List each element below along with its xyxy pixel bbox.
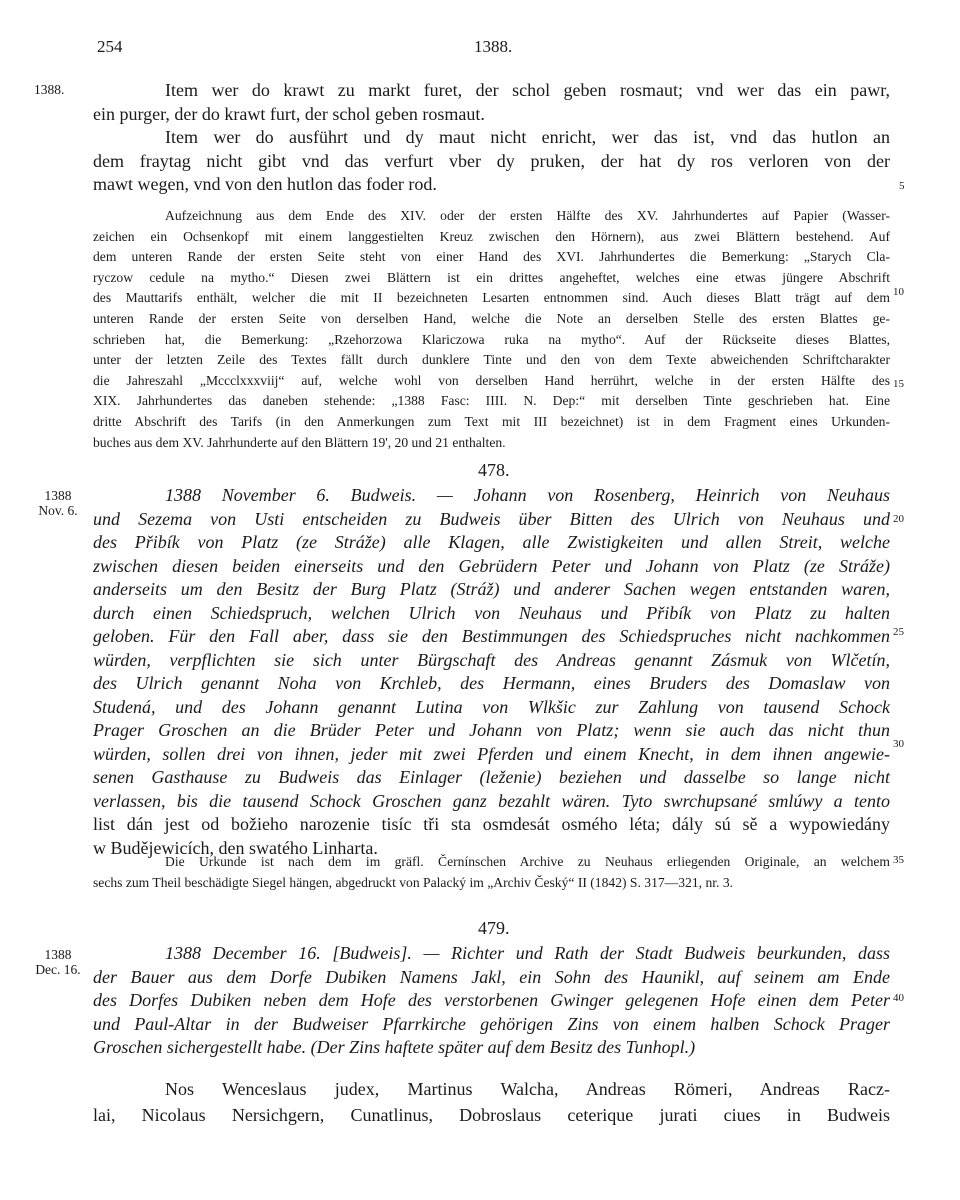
regest-line: senen Gasthause zu Budweis das Einlager (leženie) beziehen und dasselbe so lange nicht xyxy=(93,767,890,787)
charter-text-479 xyxy=(93,1076,890,1128)
regest-line: und Sezema von Usti entscheiden zu Budweis über Bitten des Ulrich von Neuhaus und xyxy=(93,508,890,529)
note-line: Die Urkunde ist nach dem im gräfl. Černínschen Archive zu Neuhaus erliegenden Originale, an welchem xyxy=(165,854,890,869)
margin-date-top: 1388. xyxy=(34,82,65,97)
regest-line: Prager Groschen an die Brüder Peter und Johann von Platz; wenn sie auch das nicht thun xyxy=(93,720,890,740)
regest-line: geloben. Für den Fall aber, dass sie den Bestimmungen des Schiedspruches nicht nachkommen xyxy=(93,626,890,646)
margin-date-478-year: 1388 xyxy=(44,488,72,503)
regest-479 xyxy=(93,942,890,1060)
note-line: ryczow cedule na mytho.“ Diesen zwei Blättern ist ein drittes angeheftet, welches eine etwas jüngere Abschrift xyxy=(93,269,890,285)
note-line: schrieben hat, die Bemerkung: „Rzehorzowa Klariczowa ruka na mytho“. Auf der Rückseite dieses Blattes, xyxy=(93,331,890,347)
note-line: unteren Rande der ersten Seite von derselben Hand, welche die Note an derselben Stelle des ersten Blattes ge- xyxy=(93,310,890,326)
regest-line: der Bauer aus dem Dorfe Dubiken Namens Jakl, ein Sohn des Haunikl, auf seinem am Ende xyxy=(93,966,890,987)
margin-date-479-year: 1388 xyxy=(44,947,72,962)
regest-line: durch einen Schiedspruch, welchen Ulrich von Neuhaus und Přibík von Platz zu halten xyxy=(93,602,890,623)
line-ref-10: 10 xyxy=(893,286,904,298)
line-ref-25: 25 xyxy=(893,626,904,638)
document-number-479: 479. xyxy=(478,918,510,938)
source-note-478 xyxy=(93,852,890,893)
regest-line: zwischen diesen beiden einerseits und den Gebrüdern Peter und Johann von Platz (ze Stráže) xyxy=(93,555,890,576)
regest-line: 1388 November 6. Budweis. — Johann von Rosenberg, Heinrich von Neuhaus xyxy=(165,485,890,505)
regest-line: Groschen sichergestellt habe. (Der Zins haftete später auf dem Besitz des Tunhopl.) xyxy=(93,1037,696,1057)
charter-line: Nos Wenceslaus judex, Martinus Walcha, Andreas Römeri, Andreas Racz- xyxy=(165,1079,890,1099)
note-line: dem unteren Rande der ersten Seite steht von einer Hand des XVI. Jahrhundertes die Bemerkung: „Starych Cla- xyxy=(93,249,890,265)
line-ref-30: 30 xyxy=(893,738,904,750)
regest-line: 1388 December 16. [Budweis]. — Richter und Rath der Stadt Budweis beurkunden, dass xyxy=(165,943,890,963)
line-ref-35: 35 xyxy=(893,854,904,866)
line-ref-40: 40 xyxy=(893,992,904,1004)
regest-line: des Přibík von Platz (ze Stráže) alle Klagen, alle Zwistigkeiten und allen Streit, welche xyxy=(93,532,890,552)
margin-date-479-day: Dec. 16. xyxy=(35,962,81,977)
margin-date-478 xyxy=(36,488,80,518)
note-line: buches aus dem XV. Jahrhunderte auf den Blättern 19', 20 und 21 enthalten. xyxy=(93,434,506,450)
running-head-year: 1388. xyxy=(474,37,513,56)
note-line: des Mauttarifs enthält, welcher die mit II bezeichneten Lesarten entnommen sind. Auch dieses Blatt trägt auf dem xyxy=(93,290,890,306)
note-line: Aufzeichnung aus dem Ende des XIV. oder der ersten Hälfte des XV. Jahrhundertes auf Papier (Wasser- xyxy=(165,208,890,223)
margin-date-478-day: Nov. 6. xyxy=(38,503,78,518)
note-line: dritte Abschrift des Tarifs (in den Anmerkungen zum Text mit III bezeichnet) ist in dem Fragment eines Urkunden- xyxy=(93,413,890,429)
margin-date-479 xyxy=(30,947,86,977)
line-ref-15: 15 xyxy=(893,378,904,390)
regest-line: und Paul-Altar in der Budweiser Pfarrkirche gehörigen Zins von einem halben Schock Prager xyxy=(93,1013,890,1034)
regest-line: würden, sollen drei von ihnen, jeder mit zwei Pferden und einem Knecht, in dem ihnen angewie- xyxy=(93,743,890,764)
intro-line: mawt wegen, vnd von den hutlon das foder rod. xyxy=(93,174,437,194)
intro-line: ein purger, der do krawt furt, der schol geben rosmaut. xyxy=(93,103,485,124)
note-line: die Jahreszahl „Mccclxxxviij“ auf, welche wohl von derselben Hand herrührt, welche in der ersten Hälfte des xyxy=(93,372,890,388)
page-number: 254 xyxy=(97,37,123,56)
note-line: unter der letzten Zeile des Textes fällt durch dunklere Tinte und den von dem Texte abweichenden Schriftcharakter xyxy=(93,352,890,368)
note-line: sechs zum Theil beschädigte Siegel hängen, abgedruckt von Palacký im „Archiv Český“ II (1842) S. 317—321, nr. 3. xyxy=(93,874,734,890)
intro-text xyxy=(93,79,890,197)
line-ref-5: 5 xyxy=(899,180,905,192)
note-line: zeichen ein Ochsenkopf mit einem langgestielten Kreuz zwischen den Hörnern), aus zwei Blättern bestehend. Auf xyxy=(93,228,890,244)
intro-line: Item wer do ausführt und dy maut nicht enricht, wer das ist, vnd das hutlon an xyxy=(165,127,890,147)
intro-line: dem fraytag nicht gibt vnd das verfurt vber dy pruken, der hat dy ros verloren von der xyxy=(93,150,890,171)
charter-line: lai, Nicolaus Nersichgern, Cunatlinus, Dobroslaus ceterique jurati ciues in Budweis xyxy=(93,1105,890,1125)
regest-line: list dán jest od božieho narozenie tisíc tři sta osmdesát osmého léta; dály sú sě a wypowiedány xyxy=(93,814,890,834)
intro-line: Item wer do krawt zu markt furet, der schol geben rosmaut; vnd wer das ein pawr, xyxy=(165,80,890,100)
regest-line: würden, verpflichten sie sich unter Bürgschaft des Andreas genannt Zásmuk von Wlčetín, xyxy=(93,649,890,670)
regest-line: des Dorfes Dubiken neben dem Hofe des verstorbenen Gwinger gelegenen Hofe einen dem Peter xyxy=(93,990,890,1010)
regest-line: w Budějewicích, den swatého Linharta. xyxy=(93,837,378,858)
regest-line: des Ulrich genannt Noha von Krchleb, des Hermann, eines Bruders des Domaslaw von xyxy=(93,673,890,693)
note-line: XIX. Jahrhundertes das daneben stehende: „1388 Fasc: IIII. N. Dep:“ mit derselben Tinte geschrieben hat. Eine xyxy=(93,393,890,409)
line-ref-20: 20 xyxy=(893,513,904,525)
regest-478 xyxy=(93,484,890,860)
regest-line: anderseits um den Besitz der Burg Platz (Stráž) und anderer Sachen wegen entstanden waren, xyxy=(93,579,890,599)
regest-line: Studená, und des Johann genannt Lutina von Wlkšic zur Zahlung von tausend Schock xyxy=(93,696,890,717)
document-number-478: 478. xyxy=(478,460,510,480)
regest-line: verlassen, bis die tausend Schock Groschen ganz bezahlt wären. Tyto swrchupsané smlúwy a tento xyxy=(93,790,890,811)
intro-note xyxy=(93,206,890,453)
